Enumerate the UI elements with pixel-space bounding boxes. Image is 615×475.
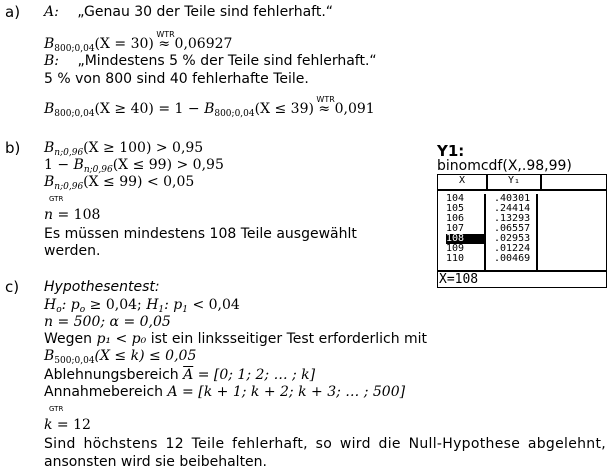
accept-region: Annahmebereich A = [k + 1; k + 2; k + 3; … ; 500] <box>44 384 406 400</box>
col-x: 104 105 106 107 108 109 110 <box>438 194 486 270</box>
formula-b: $B_{800;0,04}(X \ge 40) = 1 - B_{800;0,04}(X \le 39)$ WTR ≈ 0,091 <box>44 95 375 119</box>
calculator-screenshot <box>437 143 612 288</box>
part-c-label: c) <box>5 278 20 296</box>
event-a-text: „Genau 30 der Teile sind fehlerhaft.“ <box>77 4 334 20</box>
part-a-label: a) <box>5 3 21 21</box>
gtr-label-c: GTR <box>49 405 64 413</box>
approx-wtr: WTR ≈ <box>316 95 335 117</box>
event-a-statement <box>44 4 333 21</box>
result-a: 0,06927 <box>174 36 233 52</box>
k-result: k = 12 <box>44 417 91 433</box>
b-line-1: $B_{n;0,96}(X \ge 100) > 0,95$ <box>44 140 204 158</box>
params: n = 500; α = 0,05 <box>44 314 171 330</box>
b-line-3: $B_{n;0,96}(X \le 99) < 0,05$ <box>44 174 195 192</box>
col-y1: .40301 .24414 .13293 .06557 .02953 .01224 .00469 <box>486 194 538 270</box>
note-b: 5 % von 800 sind 40 fehlerhafte Teile. <box>44 71 309 87</box>
b-conclusion-2: werden. <box>44 243 101 259</box>
col-header-x: X <box>438 175 488 189</box>
result-b: 0,091 <box>334 101 375 117</box>
c-conclusion-1: Sind höchstens 12 Teile fehlerhaft, so wird die Null-Hypothese abgelehnt, <box>44 436 607 452</box>
b-line-2: $1 - B_{n;0,96}(X \le 99) > 0,95$ <box>44 157 224 175</box>
calc-function: binomcdf(X,.98,99) <box>437 158 572 174</box>
c-conclusion-2: ansonsten wird sie beibehalten. <box>44 454 267 470</box>
approx-wtr: WTR ≈ <box>156 30 175 52</box>
col-header-y1: Y₁ <box>488 175 542 189</box>
n-result: n = 108 <box>44 207 101 223</box>
event-b-statement: B: „Mindestens 5 % der Teile sind fehlerhaft.“ <box>44 53 377 69</box>
calc-table <box>437 174 607 288</box>
reject-region: Ablehnungsbereich $\overline{A} = [0$; 1; 2; … ; k] <box>44 367 316 383</box>
c-heading: Hypothesentest: <box>44 279 160 295</box>
inequality: $B_{500;0,04}(X \le k) \le 0,05$ <box>44 348 197 366</box>
part-b-label: b) <box>5 139 21 157</box>
gtr-label: GTR <box>49 195 64 203</box>
hypotheses: $H_o$: $p_o \ge 0,04$; $H_1$: $p_1 < 0,04$ <box>44 297 240 315</box>
selected-cell: 108 <box>446 234 484 244</box>
calc-footer: X=108 <box>438 270 606 287</box>
event-a-name: A: <box>44 4 59 20</box>
formula-a: $B_{800;0,04}(X = 30)$ WTR ≈ 0,06927 <box>44 30 233 54</box>
b-conclusion-1: Es müssen mindestens 108 Teile ausgewählt <box>44 226 357 242</box>
reason: Wegen p₁ < p₀ ist ein linksseitiger Test erforderlich mit <box>44 331 428 347</box>
calc-title: Y1: <box>437 142 465 160</box>
